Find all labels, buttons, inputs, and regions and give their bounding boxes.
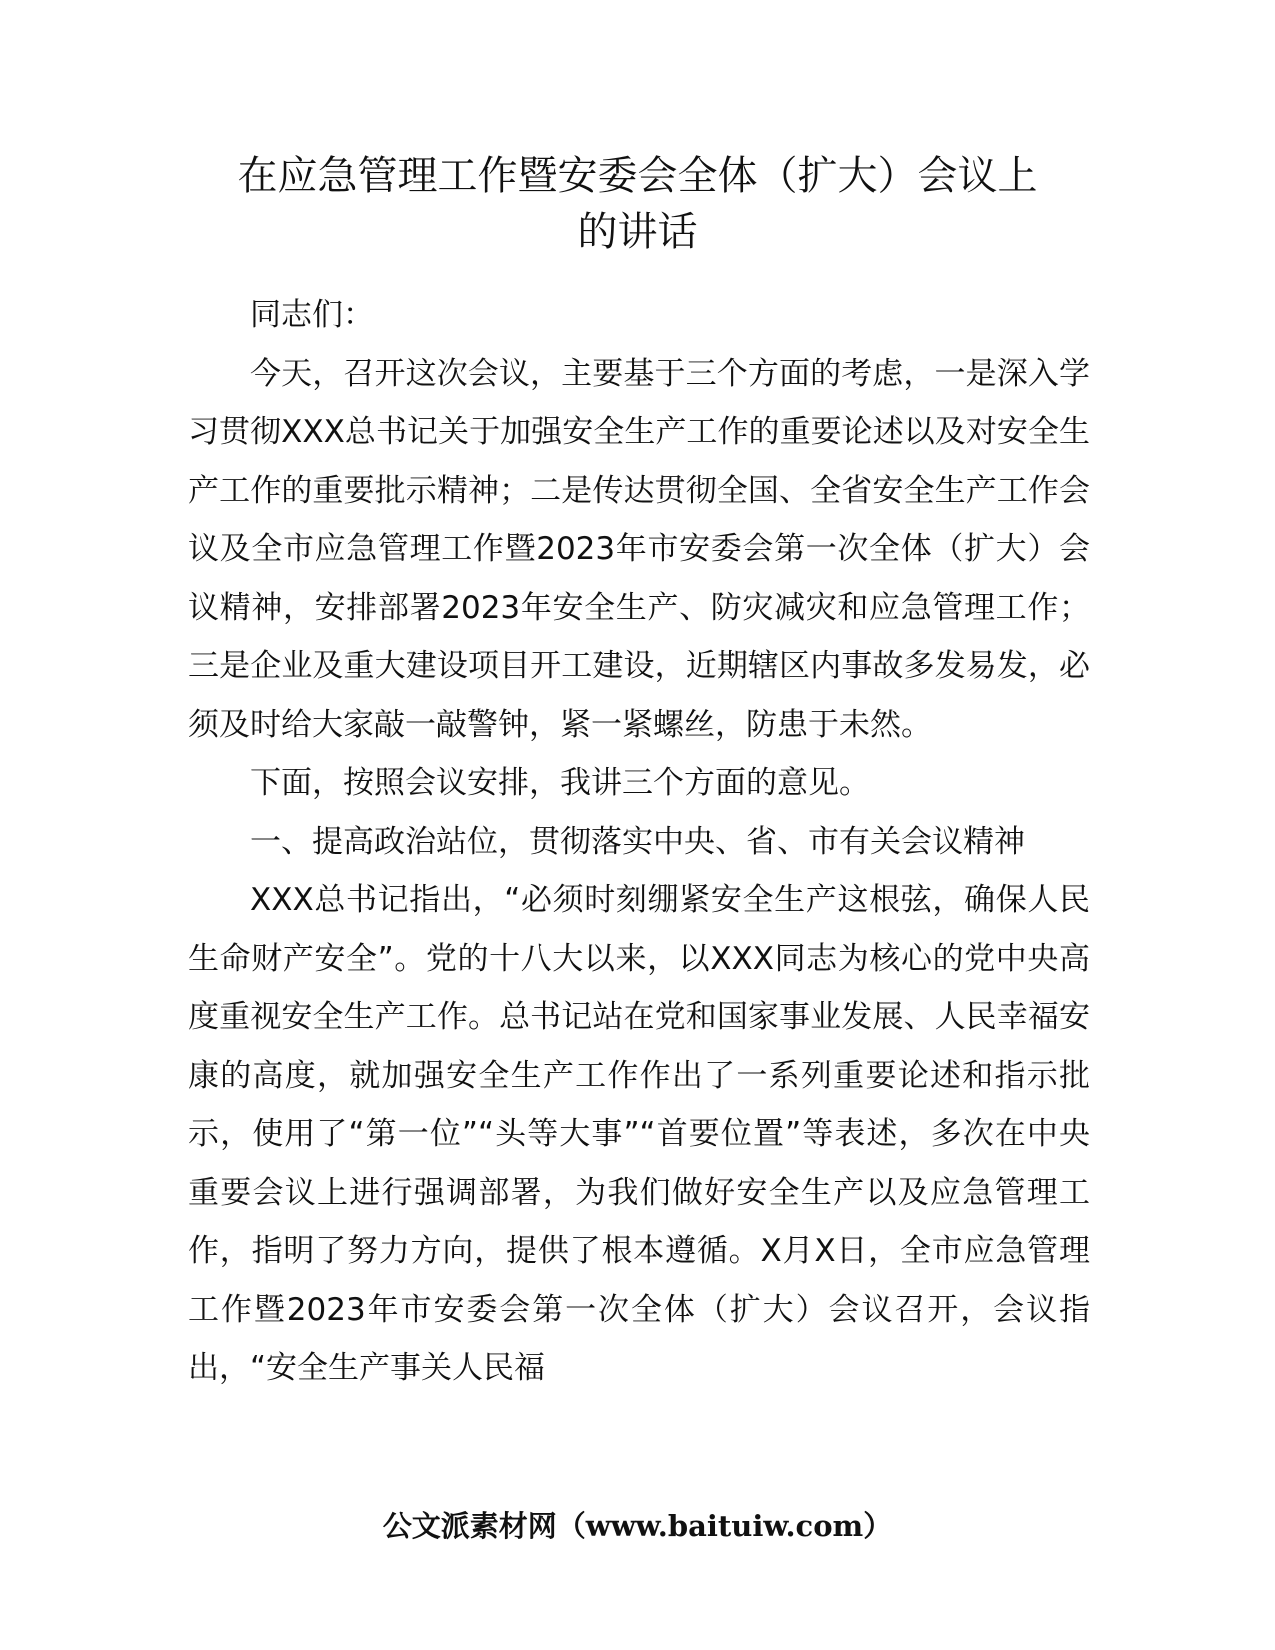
document-title — [150, 148, 1125, 260]
section-heading-1: 一、提高政治站位，贯彻落实中央、省、市有关会议精神 — [250, 823, 1025, 860]
title-line-1: 在应急管理工作暨安委会全体（扩大）会议上 — [237, 153, 1038, 199]
title-line-2: 的讲话 — [577, 209, 698, 255]
salutation: 同志们： — [250, 297, 374, 333]
footer-watermark: 公文派素材网（www.baituiw.com） — [382, 1509, 893, 1543]
paragraph-intro: 今天，召开这次会议，主要基于三个方面的考虑，一是深入学习贯彻XXX总书记关于加强安全生产工作的重要论述以及对安全生产工作的重要批示精神；二是传达贯彻全国、全省安全生产工作会议及全市应急管理工作暨2023年市安委会第一次全体（扩大）会议精神，安排部署2023年安全生产、防灾减灾和应急管理工作；三是企业及重大建设项目开工建设，近期辖区内事故多发易发，必须及时给大家敲一敲警钟，紧一紧螺丝，防患于未然。 — [188, 355, 1090, 743]
paragraph-outline: 下面，按照会议安排，我讲三个方面的意见。 — [250, 765, 870, 801]
paragraph-section-1: XXX总书记指出，“必须时刻绷紧安全生产这根弦，确保人民生命财产安全”。党的十八大以来，以XXX同志为核心的党中央高度重视安全生产工作。总书记站在党和国家事业发展、人民幸福安康的高度，就加强安全生产工作作出了一系列重要论述和指示批示，使用了“第一位”“头等大事”“首要位置”等表述，多次在中央重要会议上进行强调部署，为我们做好安全生产以及应急管理工作，指明了努力方向，提供了根本遵循。X月X日，全市应急管理工作暨2023年市安委会第一次全体（扩大）会议召开，会议指出，“安全生产事关人民福 — [188, 882, 1090, 1386]
document-body — [188, 286, 1090, 1398]
